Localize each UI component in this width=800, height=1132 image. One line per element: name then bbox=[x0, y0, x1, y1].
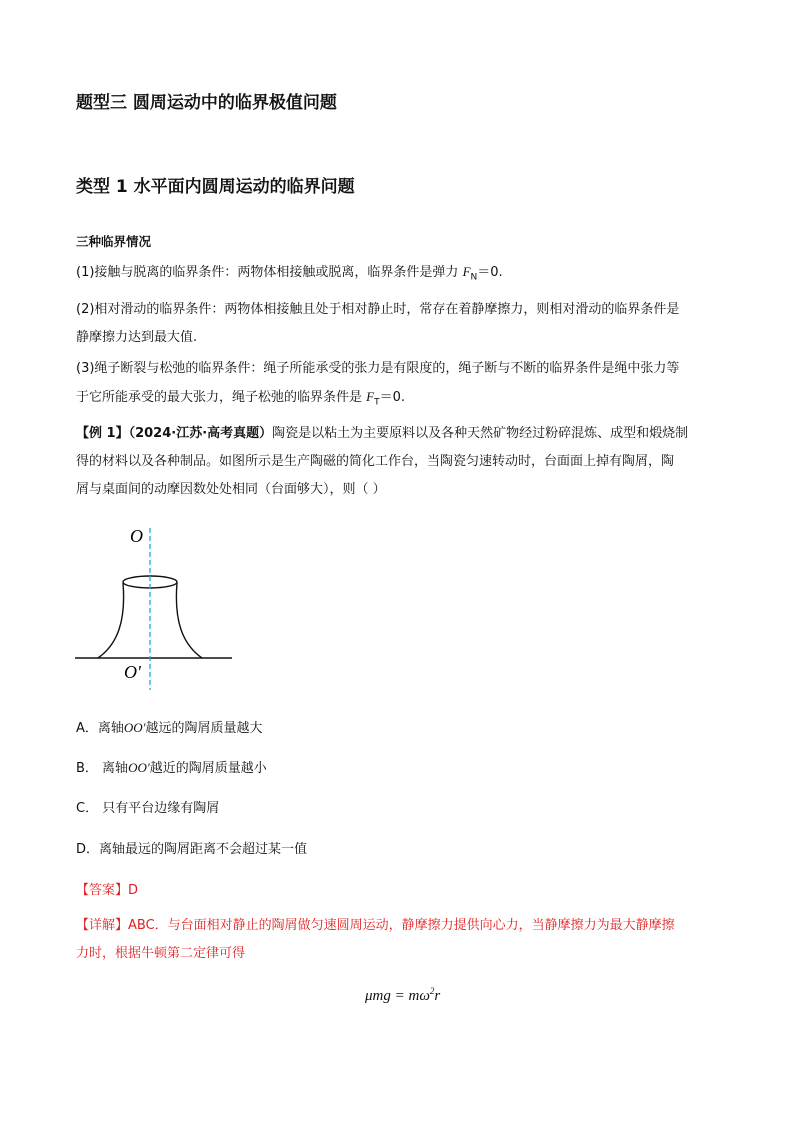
left-profile bbox=[98, 583, 124, 658]
option-b-suffix: 越近的陶屑质量越小 bbox=[149, 761, 267, 776]
example-line-3: 屑与桌面间的动摩因数处处相同（台面够大），则（ ） bbox=[76, 482, 386, 497]
point-3-var: F bbox=[366, 389, 375, 404]
point-1-sub: N bbox=[470, 272, 478, 283]
label-o-bottom: O′ bbox=[124, 662, 141, 682]
label-o-top: O bbox=[130, 526, 143, 546]
example-line-2: 得的材料以及各种制品。如图所示是生产陶磁的简化工作台，当陶瓷匀速转动时，台面面上掉有陶屑，陶 bbox=[76, 454, 675, 469]
answer: 【答案】D bbox=[76, 883, 139, 898]
example-tag: 【例 1】 bbox=[76, 426, 129, 441]
right-profile bbox=[176, 583, 202, 658]
point-3 bbox=[76, 355, 736, 417]
point-3-line-1: (3)绳子断裂与松弛的临界条件：绳子所能承受的张力是有限度的，绳子断与不断的临界条件是绳中张力等 bbox=[76, 361, 680, 376]
example-text-1: 陶瓷是以粘土为主要原料以及各种天然矿物经过粉碎混炼、成型和煅烧制 bbox=[272, 426, 689, 441]
point-2-line-1: (2)相对滑动的临界条件：两物体相接触且处于相对静止时，常存在着静摩擦力，则相对滑动的临界条件是 bbox=[76, 302, 680, 317]
point-1 bbox=[76, 258, 736, 292]
section-heading: 类型 1 水平面内圆周运动的临界问题 bbox=[76, 177, 355, 197]
option-b bbox=[76, 757, 267, 776]
point-1-end: ＝0. bbox=[477, 265, 503, 280]
option-b-var: OO′ bbox=[128, 760, 150, 775]
sub-heading: 三种临界情况 bbox=[76, 234, 152, 249]
explanation-line-2: 力时，根据牛顿第二定律可得 bbox=[76, 946, 246, 961]
point-1-text: (1)接触与脱离的临界条件：两物体相接触或脱离，临界条件是弹力 bbox=[76, 265, 463, 280]
pottery-wheel-figure bbox=[70, 520, 240, 695]
formula-sup: 2 bbox=[429, 986, 435, 996]
explanation bbox=[76, 912, 736, 968]
option-a-suffix: 越远的陶屑质量越大 bbox=[145, 721, 263, 736]
point-2-line-2: 静摩擦力达到最大值. bbox=[76, 330, 198, 345]
point-3-end: ＝0. bbox=[379, 390, 405, 405]
example-source: （2024·江苏·高考真题） bbox=[128, 426, 273, 441]
option-a-var: OO′ bbox=[123, 720, 146, 735]
formula bbox=[365, 986, 440, 1005]
example-line-1 bbox=[76, 420, 736, 448]
point-2 bbox=[76, 296, 736, 352]
formula-right: r bbox=[434, 988, 441, 1004]
explanation-line-1: 【详解】ABC．与台面相对静止的陶屑做匀速圆周运动，静摩擦力提供向心力，当静摩擦力为最大静摩擦 bbox=[76, 918, 675, 933]
example-1 bbox=[76, 420, 736, 504]
option-d: D．离轴最远的陶屑距离不会超过某一值 bbox=[76, 842, 308, 857]
option-c: C． 只有平台边缘有陶屑 bbox=[76, 801, 220, 816]
option-a-prefix: A．离轴 bbox=[76, 721, 124, 736]
option-a bbox=[76, 717, 263, 736]
point-3-line-2-text: 于它所能承受的最大张力，绳子松弛的临界条件是 bbox=[76, 390, 367, 405]
formula-left: μmg = mω bbox=[365, 988, 430, 1004]
point-3-line-2 bbox=[76, 383, 736, 417]
option-b-prefix: B． 离轴 bbox=[76, 761, 129, 776]
point-1-var: F bbox=[462, 264, 471, 279]
point-3-sub: T bbox=[374, 397, 380, 408]
page-title: 题型三 圆周运动中的临界极值问题 bbox=[76, 93, 337, 113]
